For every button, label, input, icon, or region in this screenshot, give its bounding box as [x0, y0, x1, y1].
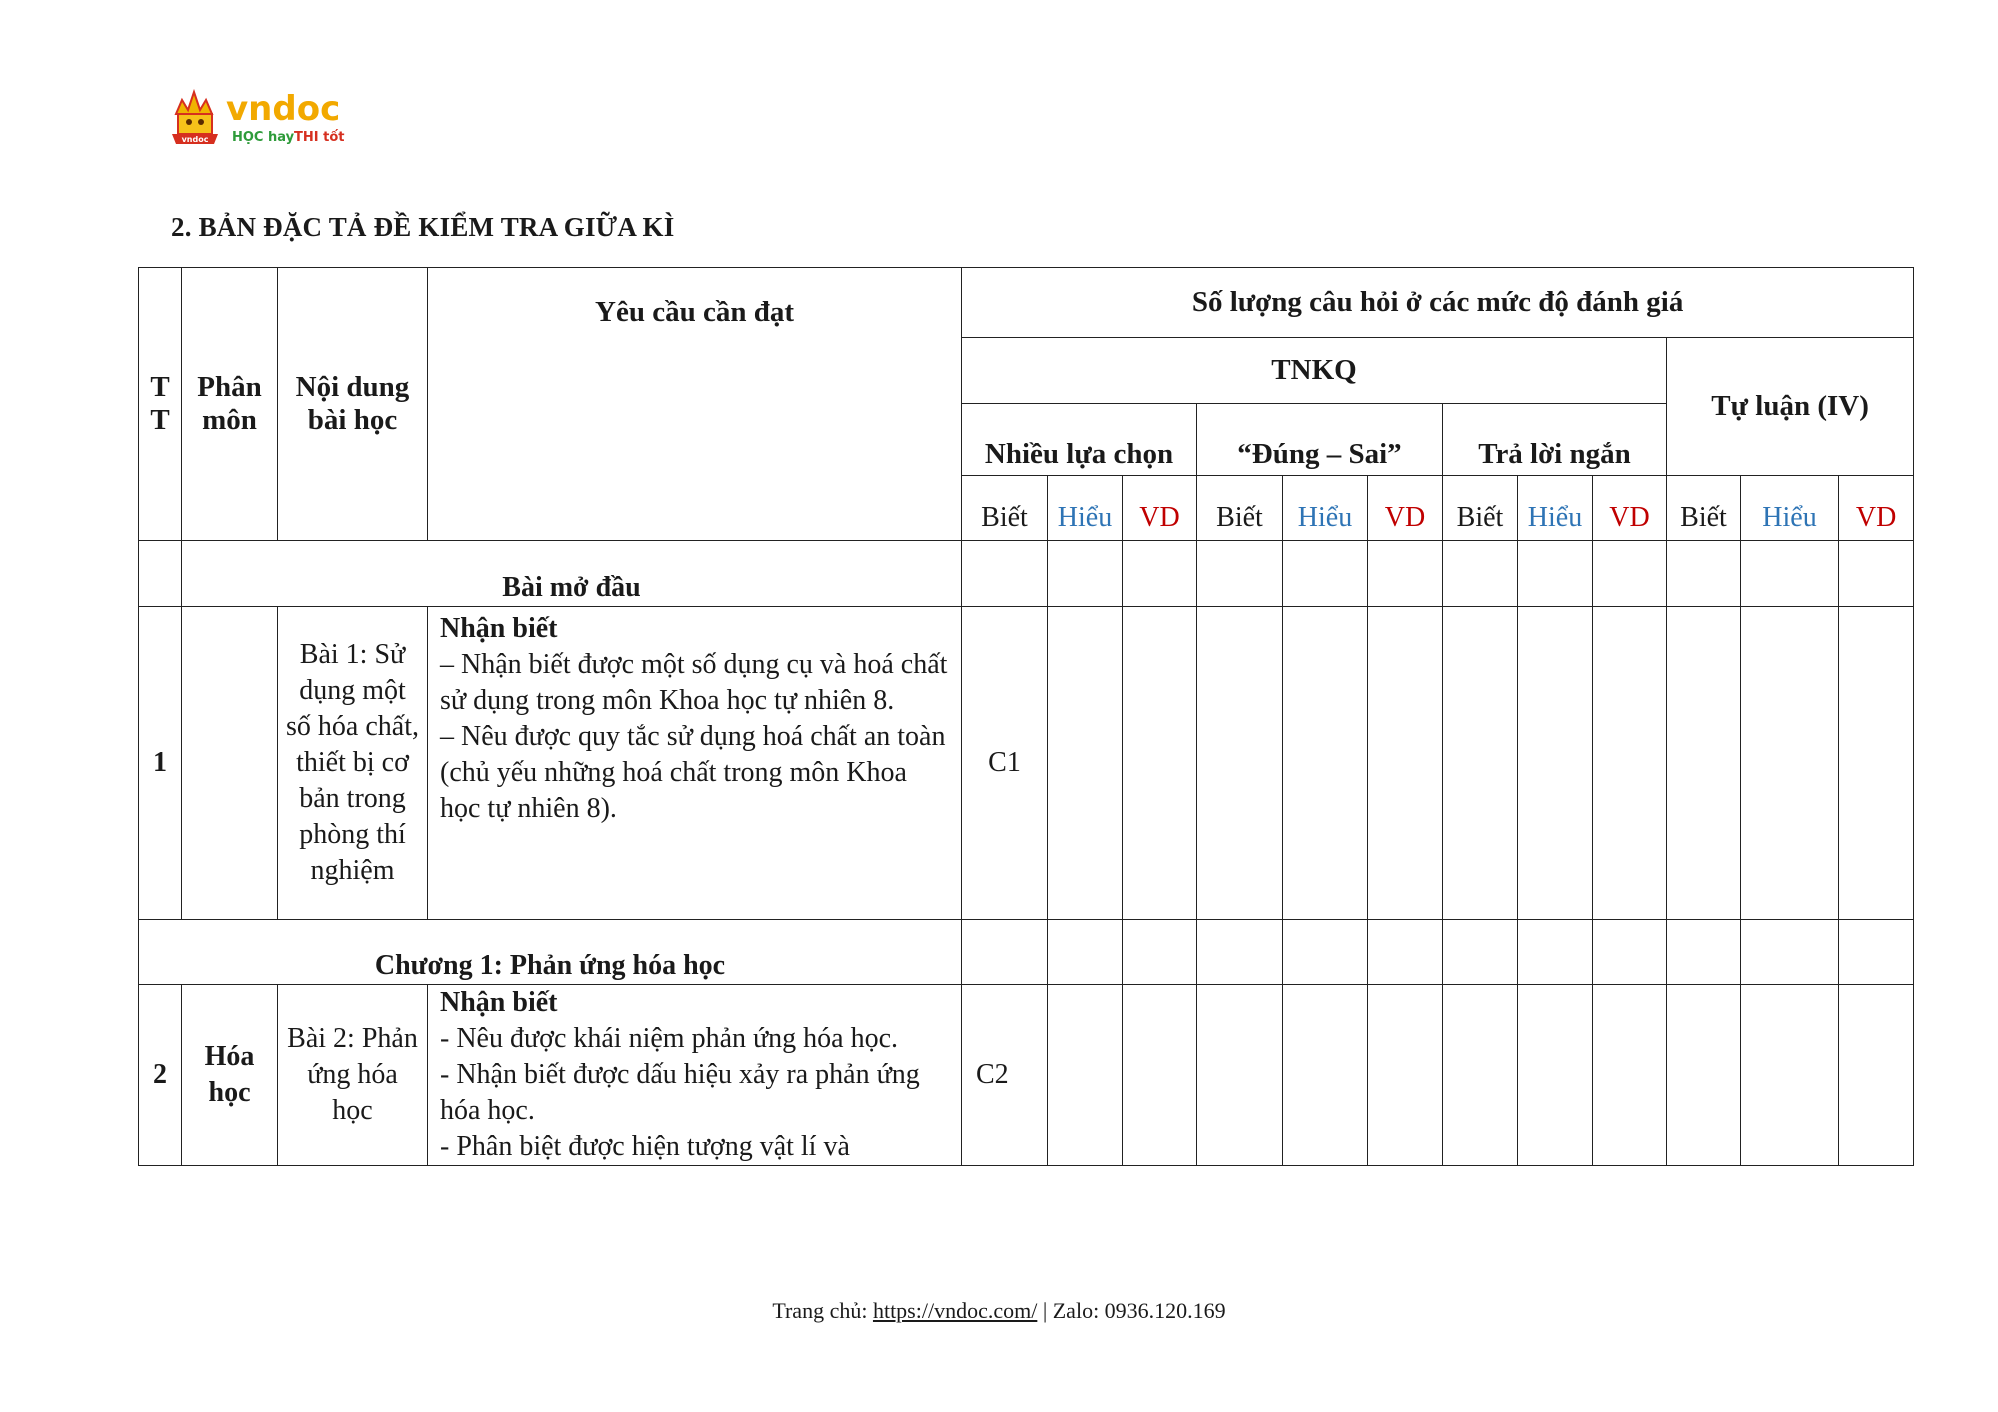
footer-suffix: | Zalo: 0936.120.169	[1037, 1298, 1226, 1323]
level-hieu: Hiểu	[1518, 476, 1593, 541]
footer-home-link[interactable]: https://vndoc.com/	[872, 1298, 1038, 1323]
req-line: – Nêu được quy tắc sử dụng hoá chất an toàn (chủ yếu những hoá chất trong môn Khoa học tự nhiên 8).	[440, 721, 946, 824]
level-hieu: Hiểu	[1283, 476, 1368, 541]
cell-nlc-biet: C1	[962, 607, 1048, 920]
req-heading: Nhận biết	[440, 613, 558, 644]
level-biet: Biết	[1443, 476, 1518, 541]
header-tnkq: TNKQ	[962, 338, 1667, 404]
row-lesson: Bài 2: Phản ứng hóa học	[278, 985, 428, 1166]
page-footer	[0, 1298, 1998, 1324]
section-title: Bài mở đầu	[182, 541, 962, 607]
row-lesson: Bài 1: Sử dụng một số hóa chất, thiết bị cơ bản trong phòng thí nghiệm	[278, 607, 428, 920]
level-vd: VD	[1839, 476, 1914, 541]
cell-nlc-biet: C2	[962, 985, 1048, 1166]
svg-text:THI tốt: THI tốt	[294, 130, 345, 145]
section-title: Chương 1: Phản ứng hóa học	[139, 920, 962, 985]
svg-text:vndoc: vndoc	[226, 89, 341, 129]
level-biet: Biết	[1197, 476, 1283, 541]
spec-table	[138, 267, 1914, 1166]
req-line: - Phân biệt được hiện tượng vật lí và	[440, 1131, 850, 1162]
header-tu-luan: Tự luận (IV)	[1667, 338, 1914, 476]
row-number: 2	[139, 985, 182, 1166]
req-line: - Nhận biết được dấu hiệu xảy ra phản ứng hóa học.	[440, 1059, 920, 1126]
header-nhieu-lua-chon: Nhiều lựa chọn	[962, 404, 1197, 476]
level-biet: Biết	[1667, 476, 1741, 541]
footer-prefix: Trang chủ:	[772, 1298, 873, 1323]
header-yeu-cau: Yêu cầu cần đạt	[428, 268, 962, 541]
level-vd: VD	[1368, 476, 1443, 541]
vndoc-logo	[168, 86, 378, 148]
level-vd: VD	[1593, 476, 1667, 541]
row-requirements	[428, 607, 962, 920]
level-vd: VD	[1123, 476, 1197, 541]
header-phan-mon: Phân môn	[182, 268, 278, 541]
table-row	[139, 607, 1914, 920]
header-dung-sai: “Đúng – Sai”	[1197, 404, 1443, 476]
svg-text:HỌC hay: HỌC hay	[232, 130, 295, 145]
header-tra-loi-ngan: Trả lời ngắn	[1443, 404, 1667, 476]
req-line: – Nhận biết được một số dụng cụ và hoá chất sử dụng trong môn Khoa học tự nhiên 8.	[440, 649, 948, 716]
level-biet: Biết	[962, 476, 1048, 541]
req-heading: Nhận biết	[440, 987, 558, 1018]
level-hieu: Hiểu	[1741, 476, 1839, 541]
row-requirements	[428, 985, 962, 1166]
svg-text:vndoc: vndoc	[181, 135, 209, 144]
level-hieu: Hiểu	[1048, 476, 1123, 541]
header-tt: T T	[139, 268, 182, 541]
section-row	[139, 920, 1914, 985]
req-line: - Nêu được khái niệm phản ứng hóa học.	[440, 1023, 899, 1054]
row-number: 1	[139, 607, 182, 920]
header-noi-dung: Nội dung bài học	[278, 268, 428, 541]
row-phan-mon: Hóa học	[182, 985, 278, 1166]
section-row	[139, 541, 1914, 607]
row-phan-mon	[182, 607, 278, 920]
header-so-luong: Số lượng câu hỏi ở các mức độ đánh giá	[962, 268, 1914, 338]
page-title: 2. BẢN ĐẶC TẢ ĐỀ KIỂM TRA GIỮA KÌ	[171, 212, 675, 242]
table-row	[139, 985, 1914, 1166]
